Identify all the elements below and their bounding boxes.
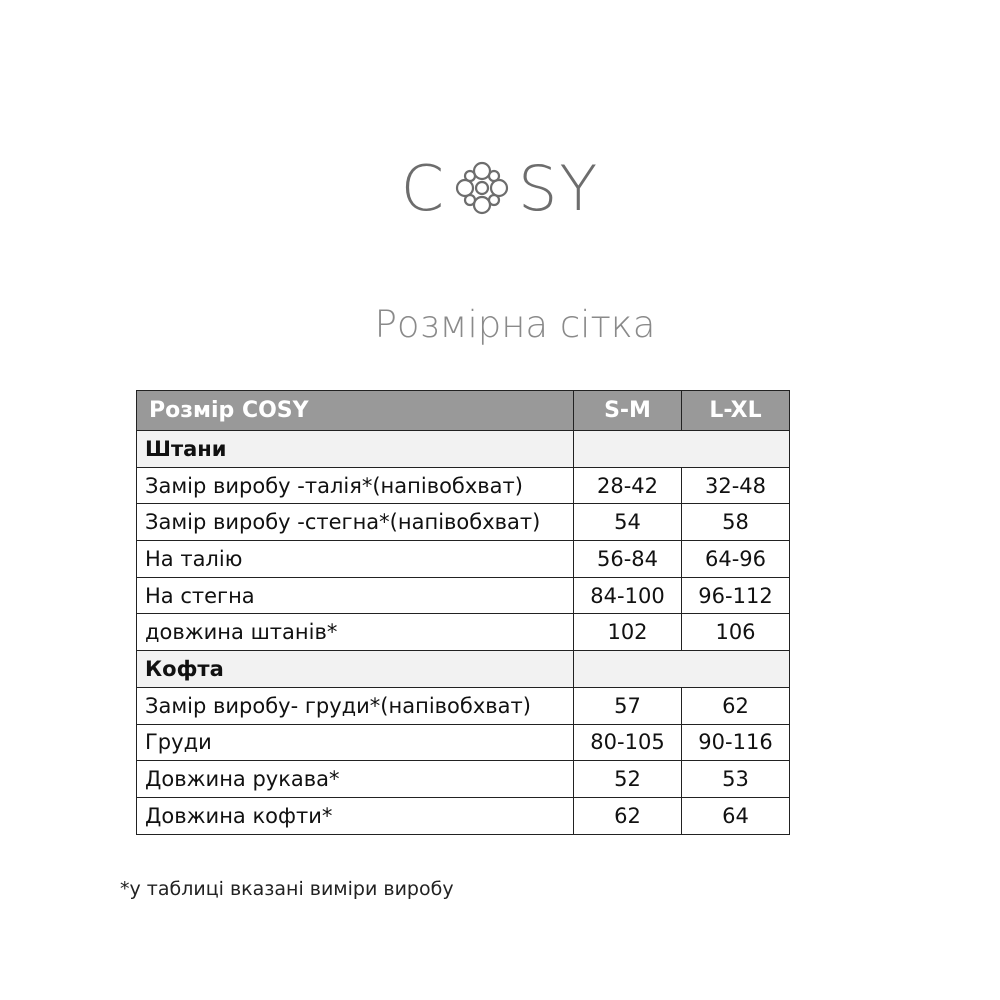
row-label: Замір виробу -стегна*(напівобхват)	[137, 504, 574, 541]
value-s-m: 80-105	[574, 724, 682, 761]
table-row	[137, 797, 790, 834]
table-row	[137, 687, 790, 724]
footnote: *у таблиці вказані виміри виробу	[120, 878, 454, 900]
value-s-m: 28-42	[574, 467, 682, 504]
value-l-xl: 96-112	[682, 577, 790, 614]
value-l-xl: 64-96	[682, 541, 790, 578]
row-label: Довжина рукава*	[137, 761, 574, 798]
header-col-l-xl: L-XL	[682, 391, 790, 431]
value-s-m: 56-84	[574, 541, 682, 578]
section-blank-cell	[574, 431, 790, 468]
row-label: Довжина кофти*	[137, 797, 574, 834]
brand-logo	[0, 148, 1000, 228]
table-row	[137, 614, 790, 651]
value-l-xl: 53	[682, 761, 790, 798]
header-size-label: Розмір COSY	[137, 391, 574, 431]
value-l-xl: 62	[682, 687, 790, 724]
value-l-xl: 58	[682, 504, 790, 541]
table-row	[137, 761, 790, 798]
table-row	[137, 467, 790, 504]
section-row	[137, 651, 790, 688]
value-s-m: 62	[574, 797, 682, 834]
table-row	[137, 724, 790, 761]
row-label: довжина штанів*	[137, 614, 574, 651]
logo-letters-sy: SY	[518, 151, 600, 225]
row-label: На стегна	[137, 577, 574, 614]
row-label: Груди	[137, 724, 574, 761]
value-s-m: 102	[574, 614, 682, 651]
section-blank-cell	[574, 651, 790, 688]
row-label: Замір виробу -талія*(напівобхват)	[137, 467, 574, 504]
table-row	[137, 541, 790, 578]
row-label: На талію	[137, 541, 574, 578]
row-label: Замір виробу- груди*(напівобхват)	[137, 687, 574, 724]
table-row	[137, 504, 790, 541]
table-header-row	[137, 391, 790, 431]
header-col-s-m: S-M	[574, 391, 682, 431]
page-title: Розмірна сітка	[374, 303, 656, 346]
logo-letter-c: C	[400, 151, 447, 225]
value-l-xl: 106	[682, 614, 790, 651]
section-title: Кофта	[137, 651, 574, 688]
value-s-m: 52	[574, 761, 682, 798]
value-l-xl: 90-116	[682, 724, 790, 761]
table-row	[137, 577, 790, 614]
section-row	[137, 431, 790, 468]
value-s-m: 54	[574, 504, 682, 541]
ornamental-knot-icon	[448, 154, 516, 222]
value-s-m: 57	[574, 687, 682, 724]
value-s-m: 84-100	[574, 577, 682, 614]
table-body	[137, 431, 790, 835]
value-l-xl: 32-48	[682, 467, 790, 504]
value-l-xl: 64	[682, 797, 790, 834]
size-chart-table	[136, 390, 790, 835]
section-title: Штани	[137, 431, 574, 468]
